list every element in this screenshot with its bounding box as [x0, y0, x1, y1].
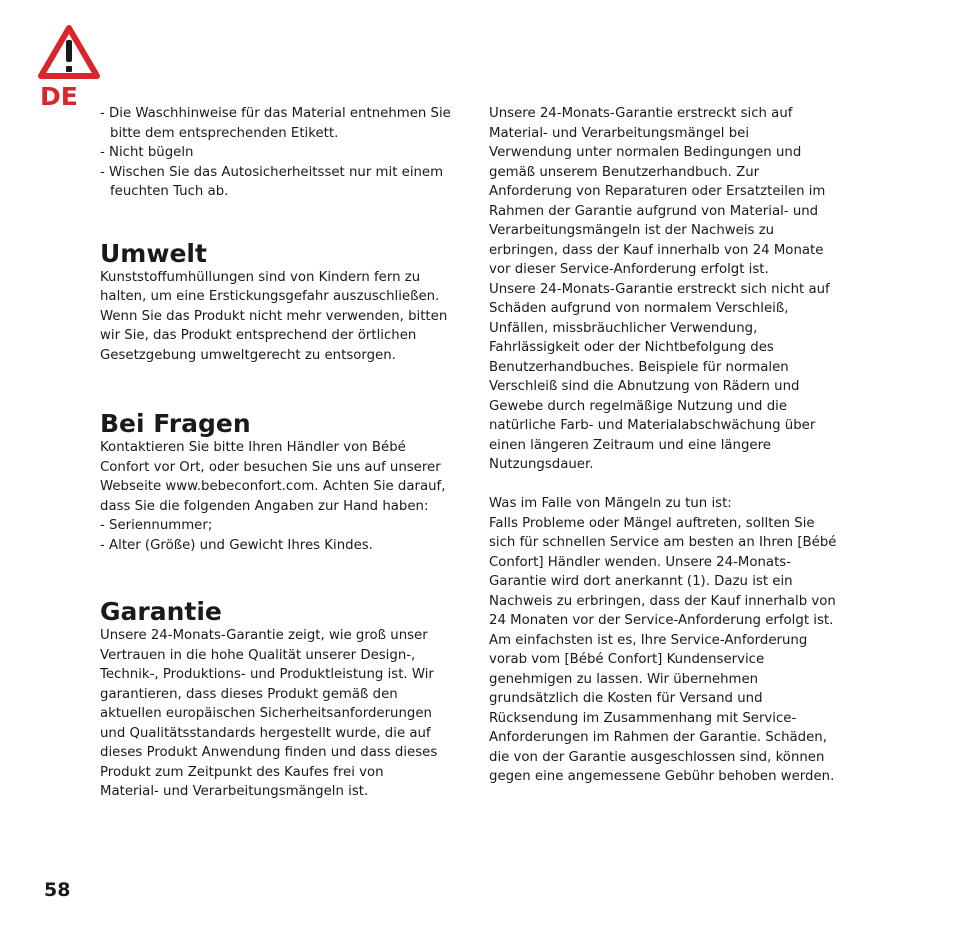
care-item: - Wischen Sie das Autosicherheitsset nur mit einem feuchten Tuch ab.	[100, 164, 444, 199]
fragen-text: Kontaktieren Sie bitte Ihren Händler von Bébé Confort vor Ort, oder besuchen Sie uns auf unserer Webseite www.bebeconfort.com. Achten Sie darauf, dass Sie die folgenden Angaben zur Hand haben:	[100, 440, 446, 514]
garantie-text: Unsere 24-Monats-Garantie zeigt, wie groß unser Vertrauen in die hohe Qualität unserer Design-, Technik-, Produktions- und Produktleistung ist. Wir garantieren, dass dieses Produkt gemäß den aktuellen europäischen Sicherheitsanforderungen und Qualitätsstandards hergestellt wurde, die auf dieses Produkt Anwendung finden und dass dieses Produkt zum Zeitpunkt des Kaufes frei von Material- und Verarbeitungsmängeln ist.	[100, 628, 438, 799]
warning-triangle-icon	[37, 24, 101, 82]
fragen-item: - Seriennummer;	[100, 518, 213, 533]
defects-heading: Was im Falle von Mängeln zu tun ist:	[489, 496, 732, 511]
right-column	[489, 104, 854, 787]
care-item: - Die Waschhinweise für das Material entnehmen Sie bitte dem entsprechenden Etikett.	[100, 106, 451, 141]
section-title-fragen: Bei Fragen	[100, 409, 251, 438]
warranty-coverage-text: Unsere 24-Monats-Garantie erstreckt sich auf Material- und Verarbeitungsmängel bei Verwendung unter normalen Bedingungen und gemäß unserem Benutzerhandbuch. Zur Anforderung von Reparaturen oder Ersatzteilen im Rahmen der Garantie aufgrund von Material- und Verarbeitungsmängeln ist der Nachweis zu erbringen, dass der Kauf innerhalb von 24 Monate vor dieser Service-Anforderung erfolgt ist. Unsere 24-Monats-Garantie erstreckt sich nicht auf Schäden aufgrund von normalem Verschleiß, Unfällen, missbräuchlicher Verwendung, Fahrlässigkeit oder der Nichtbefolgung des Benutzerhandbuches. Beispiele für normalen Verschleiß sind die Abnutzung von Rädern und Gewebe durch regelmäßige Nutzung und die natürliche Farb- und Materialabschwächung über einen längeren Zeitraum und eine längere Nutzungsdauer.	[489, 106, 830, 472]
care-item: - Nicht bügeln	[100, 145, 194, 160]
left-column	[100, 104, 470, 802]
defects-text: Falls Probleme oder Mängel auftreten, sollten Sie sich für schnellen Service am besten an Ihren [Bébé Confort] Händler wenden. Unsere 24-Monats- Garantie wird dort anerkannt (1). Dazu ist ein Nachweis zu erbringen, dass der Kauf innerhalb von 24 Monaten vor der Service-Anforderung erfolgt ist. Am einfachsten ist es, Ihre Service-Anforderung vorab vom [Bébé Confort] Kundenservice genehmigen zu lassen. Wir übernehmen grundsätzlich die Kosten für Versand und Rücksendung im Zusammenhang mit Service- Anforderungen im Rahmen der Garantie. Schäden, die von der Garantie ausgeschlossen sind, können gegen eine angemessene Gebühr behoben werden.	[489, 515, 837, 784]
fragen-item: - Alter (Größe) und Gewicht Ihres Kindes.	[100, 537, 373, 553]
language-code: DE	[40, 82, 78, 111]
section-title-umwelt: Umwelt	[100, 238, 207, 268]
umwelt-text: Kunststoffumhüllungen sind von Kindern fern zu halten, um eine Erstickungsgefahr auszuschließen. Wenn Sie das Produkt nicht mehr verwenden, bitten wir Sie, das Produkt entsprechend der örtlichen Gesetzgebung umweltgerecht zu entsorgen.	[100, 269, 448, 363]
section-title-garantie: Garantie	[100, 597, 222, 626]
page-number: 58	[44, 879, 71, 901]
